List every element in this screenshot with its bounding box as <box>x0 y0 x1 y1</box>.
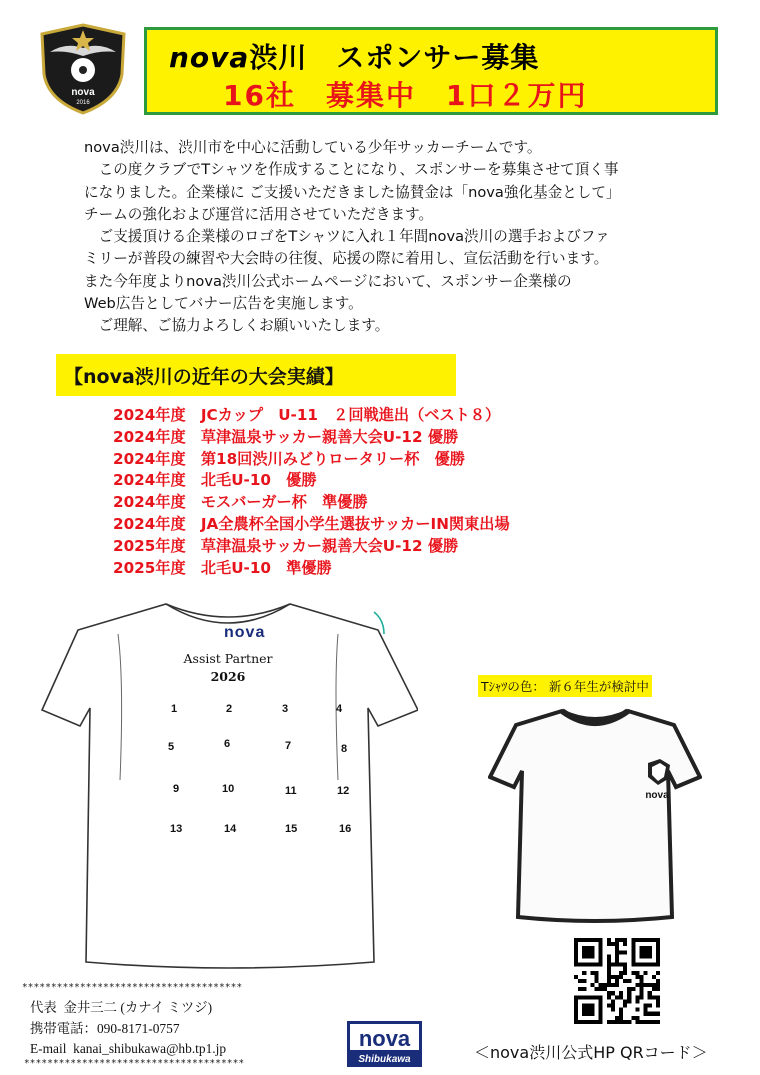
sponsor-slot: 6 <box>224 738 231 750</box>
right-shirt-brand: nova <box>645 790 669 801</box>
divider-stars: ************************************** <box>22 982 243 993</box>
achievement-item: 2024年度 モスバーガー杯 準優勝 <box>113 493 368 512</box>
shirt-brand-text: nova <box>224 624 266 641</box>
header-banner <box>144 27 718 115</box>
achievements-heading-box <box>56 354 456 396</box>
achievement-item: 2024年度 JCカップ U-11 ２回戦進出（ベスト８） <box>113 406 501 424</box>
page-subtitle: 16社 募集中 1口２万円 <box>223 79 588 112</box>
achievement-item: 2024年度 北毛U-10 優勝 <box>113 471 317 490</box>
logo-year: 2016 <box>76 100 90 106</box>
intro-line: ご理解、ご協力よろしくお願いいたします。 <box>84 317 390 335</box>
sponsor-slot: 16 <box>339 823 352 835</box>
tshirt-photo <box>488 705 702 923</box>
club-crest-icon <box>36 22 130 116</box>
shirt-color-note: Tｼｬﾂの色： 新６年生が検討中 <box>478 675 652 697</box>
assist-partner-title <box>38 650 418 686</box>
intro-line: nova渋川は、渋川市を中心に活動している少年サッカーチームです。 <box>84 139 542 156</box>
achievement-item: 2024年度 第18回渋川みどりロータリー杯 優勝 <box>113 449 465 468</box>
sponsor-slot: 11 <box>285 785 297 797</box>
intro-paragraph <box>84 137 724 338</box>
achievement-item: 2024年度 草津温泉サッカー親善大会U-12 優勝 <box>113 427 459 446</box>
sponsor-slot: 9 <box>173 783 180 795</box>
contact-info <box>30 998 226 1060</box>
sponsor-tshirt-diagram <box>38 590 418 970</box>
sponsor-slot: 15 <box>285 823 298 835</box>
achievement-item: 2025年度 北毛U-10 準優勝 <box>113 558 332 577</box>
sponsor-slot: 7 <box>285 740 292 752</box>
sponsor-slot: 2 <box>226 703 233 715</box>
achievements-title: 【nova渋川の近年の大会実績】 <box>64 366 344 388</box>
assist-partner-year: 2026 <box>210 669 246 684</box>
sponsor-slot: 4 <box>336 703 343 715</box>
representative: 代表 金井三二 (カナイ ミツジ) <box>30 1000 213 1015</box>
intro-line: チームの強化および運営に活用させていただきます。 <box>84 205 434 223</box>
badge-shibukawa-text: Shibukawa <box>358 1054 411 1065</box>
intro-line: になりました。企業様に ご支援いただきました協賛金は「nova強化基金として」 <box>84 183 621 201</box>
qr-caption: ＜nova渋川公式HP QRコード＞ <box>474 1043 708 1062</box>
intro-line: ご支援頂ける企業様のロゴをTシャツに入れ１年間nova渋川の選手およびファ <box>84 228 610 246</box>
title-text: 渋川 スポンサー募集 <box>249 41 540 74</box>
sponsor-slot: 12 <box>337 785 350 797</box>
intro-line: この度クラブでTシャツを作成することになり、スポンサーを募集させて頂く事 <box>84 161 619 179</box>
tshirt-icon <box>488 705 702 923</box>
sponsor-slot: 3 <box>282 703 289 715</box>
tshirt-outline-icon <box>38 590 418 970</box>
qr-code-icon[interactable] <box>574 938 660 1024</box>
sponsor-slot: 8 <box>341 743 348 755</box>
divider-stars: ************************************** <box>24 1058 245 1069</box>
assist-partner-line: Assist Partner <box>183 651 273 666</box>
achievements-list <box>113 405 510 579</box>
logo-text: nova <box>71 87 95 98</box>
sponsor-slot: 1 <box>171 703 178 715</box>
sponsor-slot: 5 <box>168 741 175 753</box>
intro-line: Web広告としてバナー広告を実施します。 <box>84 295 363 313</box>
sponsor-slot: 10 <box>222 783 235 795</box>
phone-number: 携帯電話：090-8171-0757 <box>30 1020 180 1036</box>
achievement-item: 2025年度 草津温泉サッカー親善大会U-12 優勝 <box>113 536 459 555</box>
title-brand: nova <box>169 41 250 74</box>
sponsor-slot: 13 <box>170 823 183 835</box>
page-title <box>169 36 539 76</box>
sponsor-slot: 14 <box>224 823 237 835</box>
intro-line: また今年度よりnova渋川公式ホームページにおいて、スポンサー企業様の <box>84 272 572 290</box>
badge-nova-text: nova <box>358 1026 411 1051</box>
nova-shibukawa-logo-icon <box>347 1021 422 1067</box>
intro-line: ミリーが普段の練習や大会時の往復、応援の際に着用し、宣伝活動を行います。 <box>84 250 609 268</box>
email-address: E-mail kanai_shibukawa@hb.tp1.jp <box>30 1041 227 1056</box>
achievement-item: 2024年度 JA全農杯全国小学生選抜サッカーIN関東出場 <box>113 514 510 533</box>
